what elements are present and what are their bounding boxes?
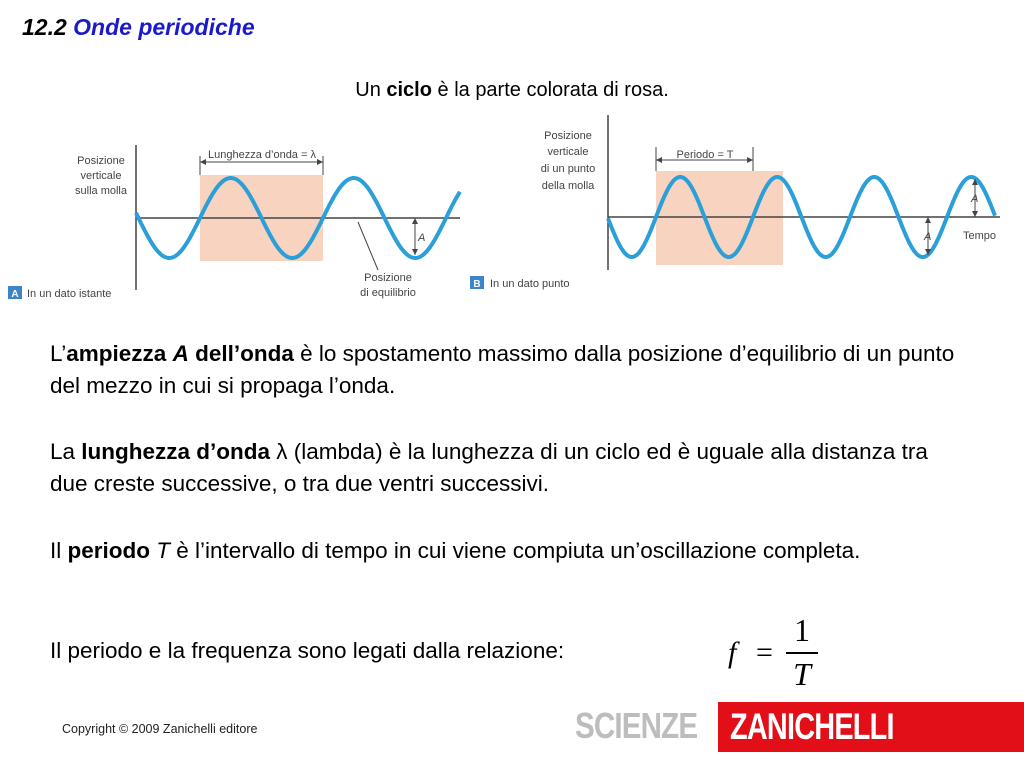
subtitle — [0, 79, 1024, 102]
slide-title — [22, 14, 255, 41]
figure-a — [0, 140, 470, 310]
subtitle-bold: ciclo — [386, 79, 432, 101]
figure-b-amp-label-top: A — [971, 193, 979, 205]
paragraph-wavelength: La lunghezza d’onda λ (lambda) è la lunghezza di un ciclo ed è uguale alla distanza tra due creste successive, o tra due ventri successivi. — [50, 439, 928, 496]
figure-b-ylabel-3: di un punto — [540, 163, 596, 175]
formula-fraction-bar — [786, 652, 818, 654]
figure-a-badge-letter: A — [11, 289, 19, 300]
figure-a-caption: In un dato istante — [27, 288, 112, 300]
formula-equals: = — [756, 636, 773, 669]
formula-frequency — [726, 612, 836, 696]
subtitle-pre: Un — [355, 79, 387, 101]
brand-zanichelli-logo — [718, 702, 1024, 752]
paragraph-relation: Il periodo e la frequenza sono legati dalla relazione: — [50, 638, 565, 663]
figure-b — [465, 115, 1005, 295]
formula-denominator: T — [793, 656, 811, 692]
figure-a-ylabel-2: verticale — [80, 170, 122, 182]
figure-a-equilibrium-label-2: di equilibrio — [360, 287, 416, 299]
figure-a-bracket-label: Lunghezza d’onda = λ — [208, 149, 316, 161]
figure-a-amp-label: A — [418, 232, 426, 244]
subtitle-post: è la parte colorata di rosa. — [431, 79, 669, 101]
copyright-notice: Copyright © 2009 Zanichelli editore — [62, 722, 258, 736]
section-title: Onde periodiche — [73, 14, 255, 40]
section-number: 12.2 — [22, 14, 67, 40]
brand-zanichelli-text: ZANICHELLI — [730, 706, 894, 747]
figure-a-equilibrium-pointer — [358, 222, 378, 270]
brand-scienze-logo: SCIENZE — [575, 705, 698, 746]
figure-a-ylabel-1: Posizione — [77, 155, 125, 167]
figure-b-bracket-label: Periodo = T — [676, 149, 734, 161]
formula-lhs: f — [728, 636, 737, 669]
figure-b-ylabel-2: verticale — [547, 146, 589, 158]
figure-b-ylabel-1: Posizione — [544, 130, 592, 142]
formula-numerator: 1 — [794, 612, 810, 648]
figure-b-ylabel-4: della molla — [541, 180, 595, 192]
figure-b-axis-label: Tempo — [963, 230, 997, 242]
figure-a-equilibrium-label-1: Posizione — [364, 272, 412, 284]
figure-b-badge-letter: B — [473, 279, 481, 290]
figure-b-caption: In un dato punto — [490, 278, 570, 290]
paragraph-period: Il periodo T è l’intervallo di tempo in cui viene compiuta un’oscillazione completa. — [50, 538, 861, 563]
figure-b-amp-label-bottom: A — [924, 231, 932, 243]
paragraph-amplitude: L’ampiezza A dell’onda è lo spostamento massimo dalla posizione d’equilibrio di un punto del mezzo in cui si propaga l’onda. — [50, 341, 955, 398]
figure-a-ylabel-3: sulla molla — [75, 185, 127, 197]
